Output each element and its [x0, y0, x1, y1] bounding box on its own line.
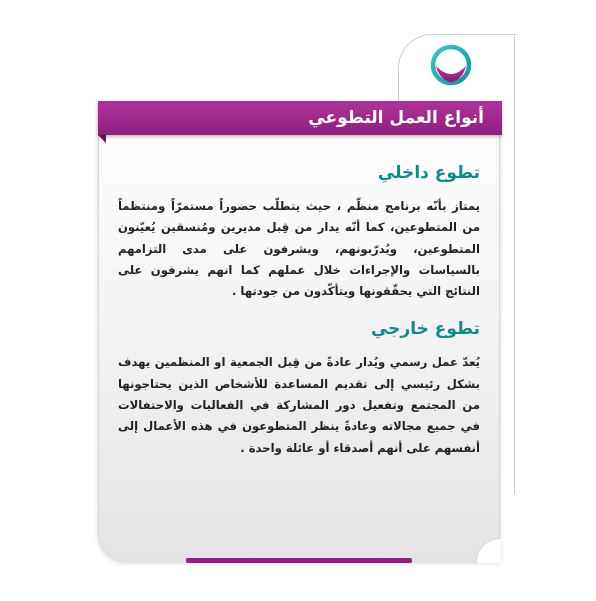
- section-body-internal: يمتاز بأنّه برنامج منظّم ، حيث يتطلّب حضوراً مستمرّاً ومنتظماً من المتطوعين، كما أنّه يدار من قِبل مديرين ومُنسقين يُعيّنون المتطوعين، ويُدرّبونهم، ويشرفون على مدى التزامهم بالسياسات والإجراءات خلال عملهم كما انهم يشرفون على النتائج التي يحقّقونها ويتأكّدون من جودتها .: [118, 199, 480, 299]
- content-body: [118, 160, 480, 473]
- title-banner: [98, 101, 502, 135]
- bottom-accent-bar: [186, 558, 412, 563]
- card-corner: [476, 538, 501, 563]
- banner-fold: [98, 135, 106, 143]
- section-heading-external: تطوع خارجي: [370, 319, 480, 340]
- hands-heart-icon: [426, 40, 476, 90]
- page-title: أنواع العمل التطوعي: [308, 108, 484, 128]
- section-body-external: يُعدّ عمل رسمي ويُدار عادةً من قِبل الجمعية او المنظمين يهدف بشكل رئيسي إلى تقديم المساعدة للأشخاص الذين يحتاجونها من المجتمع وتفعيل دور المشاركة في الفعاليات والاحتفالات في جميع مجالاته وعادةً ينظر المتطوعون في هذه الأعمال إلى أنفسهم على أنهم أصدقاء أو عائلة واحدة .: [118, 355, 480, 455]
- decorative-frame-edge: [514, 34, 515, 494]
- section-heading-internal: تطوع داخلي: [377, 163, 480, 183]
